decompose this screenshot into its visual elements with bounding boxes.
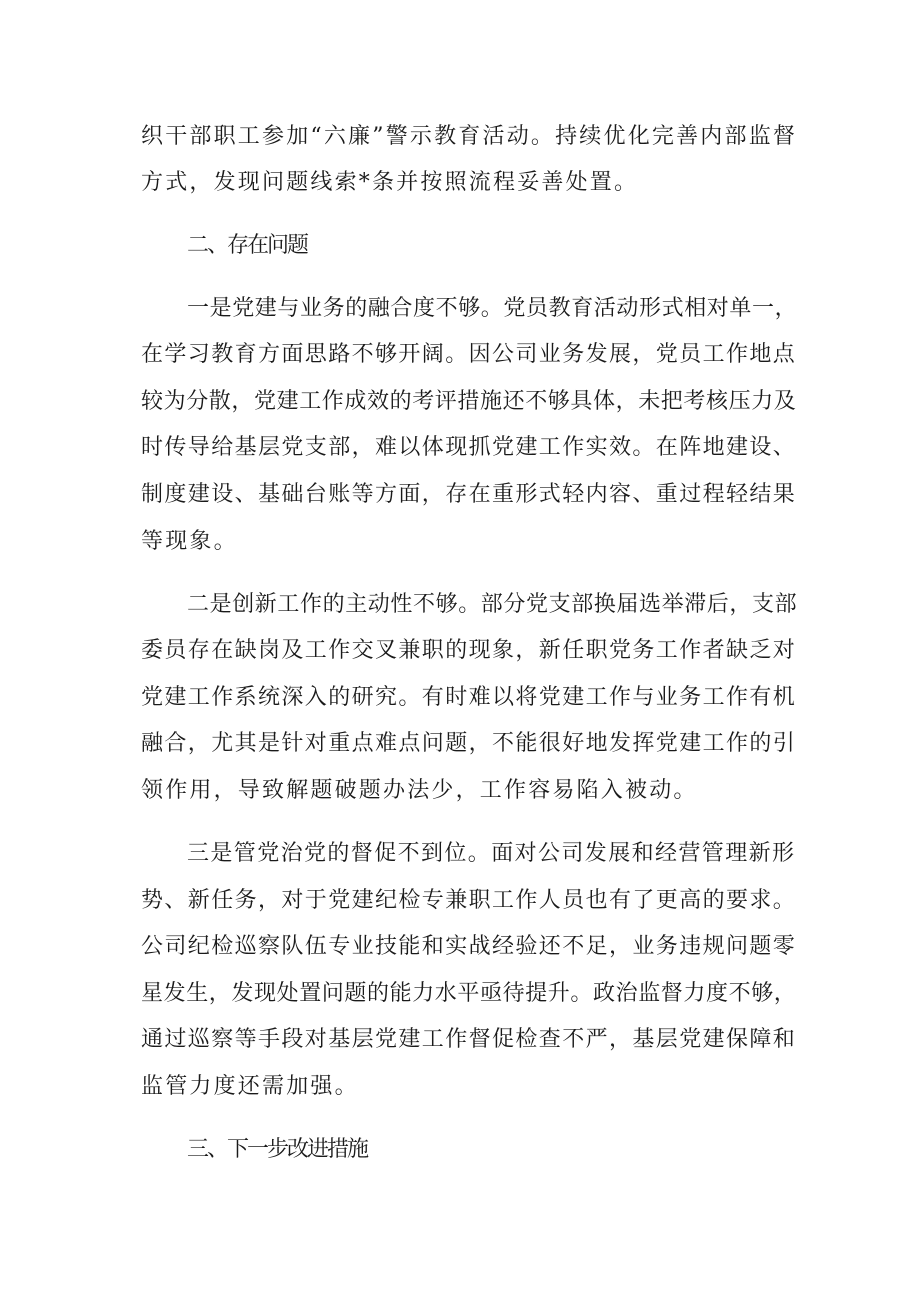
problem-one-line-1: 一是党建与业务的融合度不够。党员教育活动形式相对单一， <box>187 296 798 321</box>
section-two-heading: 二、存在问题 <box>187 233 308 258</box>
problem-one-line-2: 在学习教育方面思路不够开阔。因公司业务发展，党员工作地点 <box>141 342 797 367</box>
problem-two-line-2: 委员存在缺岗及工作交叉兼职的现象，新任职党务工作者缺乏对 <box>141 638 797 663</box>
section-three-heading: 三、下一步改进措施 <box>187 1137 368 1162</box>
problem-two-line-1: 二是创新工作的主动性不够。部分党支部换届选举滞后，支部 <box>187 592 798 617</box>
problem-three-line-6: 监管力度还需加强。 <box>141 1074 359 1099</box>
problem-one-line-6: 等现象。 <box>141 529 238 554</box>
problem-three-line-1: 三是管党治党的督促不到位。面对公司发展和经营管理新形 <box>187 841 796 866</box>
problem-three-line-5: 通过巡察等手段对基层党建工作督促检查不严，基层党建保障和 <box>141 1027 797 1052</box>
problem-three-line-2: 势、新任务，对于党建纪检专兼职工作人员也有了更高的要求。 <box>141 888 797 913</box>
problem-one-line-5: 制度建设、基础台账等方面，存在重形式轻内容、重过程轻结果 <box>141 482 797 507</box>
intro-line-2: 方式，发现问题线索*条并按照流程妥善处置。 <box>141 170 639 195</box>
problem-one-line-4: 时传导给基层党支部，难以体现抓党建工作实效。在阵地建设、 <box>141 435 797 460</box>
problem-three-line-3: 公司纪检巡察队伍专业技能和实战经验还不足，业务违规问题零 <box>141 934 797 959</box>
problem-two-line-3: 党建工作系统深入的研究。有时难以将党建工作与业务工作有机 <box>141 685 797 710</box>
problem-two-line-4: 融合，尤其是针对重点难点问题，不能很好地发挥党建工作的引 <box>141 731 797 756</box>
problem-two-line-5: 领作用，导致解题破题办法少，工作容易陷入被动。 <box>141 778 698 803</box>
problem-three-line-4: 星发生，发现处置问题的能力水平亟待提升。政治监督力度不够， <box>141 981 797 1006</box>
intro-line-1: 织干部职工参加“六廉”警示教育活动。持续优化完善内部监督 <box>141 124 798 149</box>
problem-one-line-3: 较为分散，党建工作成效的考评措施还不够具体，未把考核压力及 <box>141 389 797 414</box>
